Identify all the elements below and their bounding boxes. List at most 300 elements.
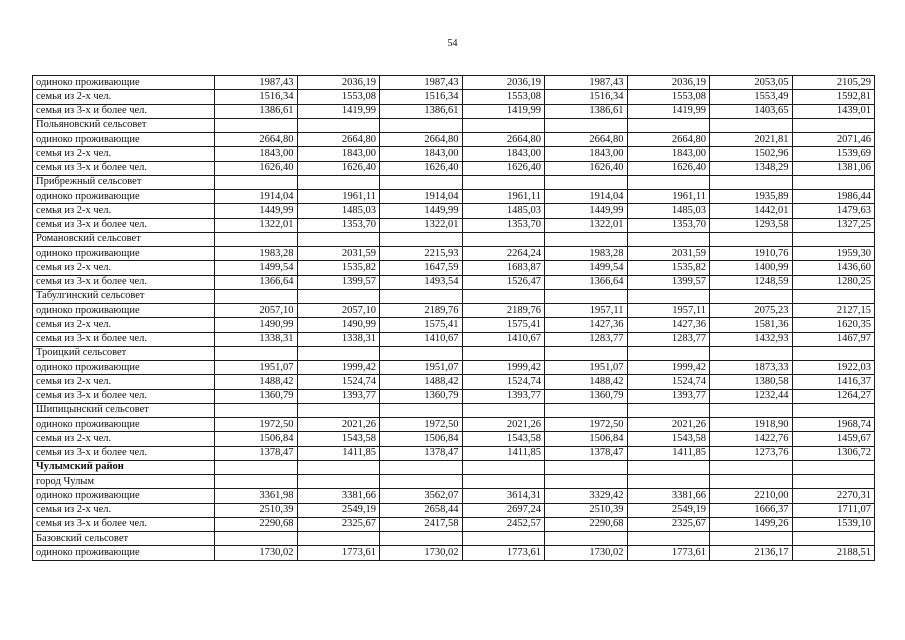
table-cell: [792, 346, 875, 360]
table-cell: 2510,39: [545, 503, 628, 517]
table-cell: 1999,42: [297, 361, 380, 375]
row-label: семья из 3-х и более чел.: [33, 161, 215, 175]
table-cell: 1983,28: [215, 247, 298, 261]
table-cell: [710, 475, 793, 489]
table-cell: 1248,59: [710, 275, 793, 289]
row-label: одиноко проживающие: [33, 546, 215, 560]
table-cell: 1553,08: [627, 90, 710, 104]
table-cell: 2664,80: [462, 133, 545, 147]
table-cell: 1306,72: [792, 446, 875, 460]
table-cell: [792, 289, 875, 303]
table-cell: [380, 232, 463, 246]
table-cell: 3361,98: [215, 489, 298, 503]
table-row: [33, 361, 875, 375]
table-cell: 2189,76: [462, 304, 545, 318]
section-header-row: [33, 289, 875, 303]
row-label: семья из 2-х чел.: [33, 503, 215, 517]
table-cell: 2549,19: [297, 503, 380, 517]
table-cell: 1711,07: [792, 503, 875, 517]
row-label: одиноко проживающие: [33, 190, 215, 204]
section-title: Польяновский сельсовет: [33, 118, 215, 132]
table-cell: 1524,74: [297, 375, 380, 389]
table-cell: 1581,36: [710, 318, 793, 332]
table-cell: 1422,76: [710, 432, 793, 446]
table-row: [33, 375, 875, 389]
table-cell: [462, 403, 545, 417]
table-cell: [792, 118, 875, 132]
page-number: 54: [447, 38, 458, 49]
table-cell: 1516,34: [215, 90, 298, 104]
row-label: одиноко проживающие: [33, 418, 215, 432]
table-cell: [462, 475, 545, 489]
table-cell: 1543,58: [297, 432, 380, 446]
table-cell: [297, 175, 380, 189]
table-cell: 1843,00: [380, 147, 463, 161]
table-cell: 1386,61: [545, 104, 628, 118]
table-cell: 1626,40: [627, 161, 710, 175]
table-cell: [627, 118, 710, 132]
table-cell: 1843,00: [215, 147, 298, 161]
table-cell: 1843,00: [462, 147, 545, 161]
table-cell: 1626,40: [297, 161, 380, 175]
table-cell: [297, 289, 380, 303]
row-label: семья из 3-х и более чел.: [33, 517, 215, 531]
table-cell: [297, 232, 380, 246]
table-row: [33, 104, 875, 118]
table-row: [33, 133, 875, 147]
table-cell: 1366,64: [545, 275, 628, 289]
table-cell: 1957,11: [627, 304, 710, 318]
row-label: семья из 3-х и более чел.: [33, 389, 215, 403]
table-cell: 1403,65: [710, 104, 793, 118]
table-cell: 1620,35: [792, 318, 875, 332]
table-cell: 2105,29: [792, 76, 875, 90]
table-cell: 1592,81: [792, 90, 875, 104]
section-header-row: [33, 118, 875, 132]
table-row: [33, 76, 875, 90]
table-cell: 1524,74: [627, 375, 710, 389]
table-cell: 1360,79: [215, 389, 298, 403]
table-cell: 1283,77: [545, 332, 628, 346]
table-cell: [215, 175, 298, 189]
table-cell: 1293,58: [710, 218, 793, 232]
table-cell: [545, 532, 628, 546]
table-cell: 1386,61: [380, 104, 463, 118]
table-cell: 2658,44: [380, 503, 463, 517]
table-cell: [710, 460, 793, 474]
table-cell: [792, 175, 875, 189]
table-cell: 1427,36: [627, 318, 710, 332]
table-cell: 1232,44: [710, 389, 793, 403]
table-cell: 1442,01: [710, 204, 793, 218]
table-cell: 1626,40: [380, 161, 463, 175]
table-row: [33, 161, 875, 175]
table-cell: 1539,10: [792, 517, 875, 531]
table-cell: 1322,01: [380, 218, 463, 232]
table-row: [33, 318, 875, 332]
table-cell: 2021,26: [297, 418, 380, 432]
table-cell: 1914,04: [545, 190, 628, 204]
table-cell: 2270,31: [792, 489, 875, 503]
table-cell: 1524,74: [462, 375, 545, 389]
table-cell: [545, 475, 628, 489]
table-cell: 1516,34: [545, 90, 628, 104]
table-row: [33, 90, 875, 104]
table-cell: 2036,19: [297, 76, 380, 90]
row-label: семья из 3-х и более чел.: [33, 104, 215, 118]
table-cell: [380, 532, 463, 546]
table-cell: 1918,90: [710, 418, 793, 432]
table-cell: 1419,99: [297, 104, 380, 118]
table-cell: 1499,26: [710, 517, 793, 531]
table-cell: [627, 232, 710, 246]
section-title: город Чулым: [33, 475, 215, 489]
table-cell: [215, 460, 298, 474]
row-label: одиноко проживающие: [33, 247, 215, 261]
row-label: одиноко проживающие: [33, 489, 215, 503]
table-cell: 1381,06: [792, 161, 875, 175]
table-cell: [710, 175, 793, 189]
table-row: [33, 432, 875, 446]
table-row: [33, 218, 875, 232]
table-cell: 2417,58: [380, 517, 463, 531]
row-label: семья из 2-х чел.: [33, 204, 215, 218]
table-cell: 1411,85: [627, 446, 710, 460]
row-label: семья из 2-х чел.: [33, 432, 215, 446]
table-cell: [380, 346, 463, 360]
table-cell: 1730,02: [380, 546, 463, 560]
row-label: семья из 3-х и более чел.: [33, 275, 215, 289]
table-cell: 1410,67: [462, 332, 545, 346]
section-header-row: [33, 232, 875, 246]
table-cell: 1399,57: [627, 275, 710, 289]
table-cell: 1626,40: [215, 161, 298, 175]
table-row: [33, 304, 875, 318]
table-cell: 1951,07: [380, 361, 463, 375]
table-cell: 1968,74: [792, 418, 875, 432]
table-cell: 1449,99: [215, 204, 298, 218]
table-cell: 1999,42: [627, 361, 710, 375]
table-cell: [545, 346, 628, 360]
table-cell: 1535,82: [297, 261, 380, 275]
table-cell: 1843,00: [545, 147, 628, 161]
section-title: Романовский сельсовет: [33, 232, 215, 246]
table-cell: 2264,24: [462, 247, 545, 261]
table-cell: 1449,99: [545, 204, 628, 218]
table-cell: 1322,01: [215, 218, 298, 232]
table-cell: 1543,58: [627, 432, 710, 446]
table-cell: 2127,15: [792, 304, 875, 318]
table-cell: 1959,30: [792, 247, 875, 261]
table-cell: [710, 532, 793, 546]
table-cell: [627, 403, 710, 417]
table-row: [33, 446, 875, 460]
table-cell: 2036,19: [627, 76, 710, 90]
table-cell: 1419,99: [462, 104, 545, 118]
table-cell: 1575,41: [462, 318, 545, 332]
table-cell: 1999,42: [462, 361, 545, 375]
table-cell: [545, 118, 628, 132]
table-cell: 2057,10: [215, 304, 298, 318]
table-cell: 1338,31: [215, 332, 298, 346]
table-cell: 1972,50: [215, 418, 298, 432]
section-header-row: [33, 403, 875, 417]
table-row: [33, 247, 875, 261]
table-cell: [215, 475, 298, 489]
table-cell: 1843,00: [297, 147, 380, 161]
table-cell: 1378,47: [545, 446, 628, 460]
table-cell: 1961,11: [627, 190, 710, 204]
table-cell: 1485,03: [627, 204, 710, 218]
region-title: Чулымский район: [33, 460, 215, 474]
row-label: одиноко проживающие: [33, 304, 215, 318]
table-cell: 1951,07: [545, 361, 628, 375]
table-cell: [462, 532, 545, 546]
table-cell: 1353,70: [627, 218, 710, 232]
table-cell: [627, 532, 710, 546]
table-cell: [380, 475, 463, 489]
section-header-row: [33, 346, 875, 360]
row-label: одиноко проживающие: [33, 133, 215, 147]
table-cell: [627, 175, 710, 189]
table-cell: 1490,99: [215, 318, 298, 332]
table-cell: [710, 232, 793, 246]
table-cell: 2664,80: [545, 133, 628, 147]
table-cell: [792, 475, 875, 489]
table-cell: 2057,10: [297, 304, 380, 318]
table-cell: 1773,61: [297, 546, 380, 560]
table-cell: [215, 346, 298, 360]
table-cell: 2215,93: [380, 247, 463, 261]
table-cell: 2036,19: [462, 76, 545, 90]
row-label: семья из 2-х чел.: [33, 261, 215, 275]
table-row: [33, 147, 875, 161]
section-title: Базовский сельсовет: [33, 532, 215, 546]
table-cell: [462, 289, 545, 303]
table-row: [33, 204, 875, 218]
table-cell: 1410,67: [380, 332, 463, 346]
table-cell: [792, 403, 875, 417]
table-cell: 1983,28: [545, 247, 628, 261]
region-header-row: [33, 460, 875, 474]
table-cell: 1432,93: [710, 332, 793, 346]
table-cell: 2664,80: [627, 133, 710, 147]
table-cell: 1399,57: [297, 275, 380, 289]
table-cell: 1951,07: [215, 361, 298, 375]
table-cell: 1730,02: [215, 546, 298, 560]
table-row: [33, 389, 875, 403]
table-cell: 1488,42: [545, 375, 628, 389]
table-cell: 3381,66: [297, 489, 380, 503]
table-cell: 1987,43: [545, 76, 628, 90]
table-cell: [380, 118, 463, 132]
tariff-table: [32, 75, 875, 561]
table-cell: 2697,24: [462, 503, 545, 517]
table-cell: 1502,96: [710, 147, 793, 161]
table-cell: 1539,69: [792, 147, 875, 161]
row-label: одиноко проживающие: [33, 76, 215, 90]
table-cell: [462, 460, 545, 474]
table-cell: [380, 175, 463, 189]
table-cell: 1488,42: [215, 375, 298, 389]
table-cell: 1910,76: [710, 247, 793, 261]
table-cell: 2549,19: [627, 503, 710, 517]
table-cell: [380, 289, 463, 303]
table-cell: 2021,81: [710, 133, 793, 147]
table-cell: 1506,84: [545, 432, 628, 446]
table-cell: 1380,58: [710, 375, 793, 389]
table-cell: 1449,99: [380, 204, 463, 218]
table-cell: [710, 403, 793, 417]
table-cell: 2452,57: [462, 517, 545, 531]
row-label: семья из 2-х чел.: [33, 147, 215, 161]
row-label: семья из 2-х чел.: [33, 375, 215, 389]
table-row: [33, 418, 875, 432]
table-cell: 1493,54: [380, 275, 463, 289]
table-cell: [462, 118, 545, 132]
table-row: [33, 546, 875, 560]
table-cell: 1479,63: [792, 204, 875, 218]
table-cell: 1459,67: [792, 432, 875, 446]
table-row: [33, 332, 875, 346]
table-cell: 1485,03: [297, 204, 380, 218]
table-cell: 2188,51: [792, 546, 875, 560]
section-header-row: [33, 532, 875, 546]
table-cell: 2189,76: [380, 304, 463, 318]
table-cell: 1553,49: [710, 90, 793, 104]
table-cell: 2136,17: [710, 546, 793, 560]
table-cell: 1400,99: [710, 261, 793, 275]
table-cell: 1957,11: [545, 304, 628, 318]
table-cell: [215, 118, 298, 132]
row-label: семья из 2-х чел.: [33, 90, 215, 104]
table-cell: [380, 460, 463, 474]
row-label: семья из 3-х и более чел.: [33, 446, 215, 460]
table-cell: 2290,68: [545, 517, 628, 531]
table-cell: 1516,34: [380, 90, 463, 104]
table-cell: 1366,64: [215, 275, 298, 289]
table-cell: 1543,58: [462, 432, 545, 446]
table-cell: 1393,77: [297, 389, 380, 403]
section-header-row: [33, 175, 875, 189]
table-cell: 1353,70: [462, 218, 545, 232]
table-cell: 1626,40: [545, 161, 628, 175]
table-cell: 1427,36: [545, 318, 628, 332]
table-cell: [710, 346, 793, 360]
table-cell: 1972,50: [545, 418, 628, 432]
table-cell: 1488,42: [380, 375, 463, 389]
table-row: [33, 489, 875, 503]
table-cell: 1987,43: [215, 76, 298, 90]
table-row: [33, 261, 875, 275]
table-cell: 3562,07: [380, 489, 463, 503]
row-label: семья из 2-х чел.: [33, 318, 215, 332]
table-row: [33, 503, 875, 517]
section-title: Прибрежный сельсовет: [33, 175, 215, 189]
table-cell: 1499,54: [215, 261, 298, 275]
table-cell: 2664,80: [380, 133, 463, 147]
table-cell: 1264,27: [792, 389, 875, 403]
table-row: [33, 190, 875, 204]
table-cell: 1526,47: [462, 275, 545, 289]
table-cell: 1553,08: [462, 90, 545, 104]
table-cell: 1987,43: [380, 76, 463, 90]
table-cell: 1914,04: [215, 190, 298, 204]
table-cell: [297, 475, 380, 489]
table-cell: [297, 532, 380, 546]
section-title: Шипицынский сельсовет: [33, 403, 215, 417]
table-cell: 1490,99: [297, 318, 380, 332]
table-cell: 1499,54: [545, 261, 628, 275]
table-cell: 2664,80: [215, 133, 298, 147]
table-cell: 1730,02: [545, 546, 628, 560]
table-cell: 2510,39: [215, 503, 298, 517]
table-cell: [627, 346, 710, 360]
table-cell: 1338,31: [297, 332, 380, 346]
table-cell: [792, 460, 875, 474]
table-cell: 1535,82: [627, 261, 710, 275]
table-cell: 1773,61: [627, 546, 710, 560]
table-cell: 3329,42: [545, 489, 628, 503]
table-cell: 2664,80: [297, 133, 380, 147]
table-cell: [545, 175, 628, 189]
table-cell: 1506,84: [215, 432, 298, 446]
table-cell: 1986,44: [792, 190, 875, 204]
table-cell: [215, 289, 298, 303]
table-cell: 1360,79: [545, 389, 628, 403]
table-cell: 1683,87: [462, 261, 545, 275]
table-cell: 1485,03: [462, 204, 545, 218]
table-cell: 2210,00: [710, 489, 793, 503]
table-cell: 1626,40: [462, 161, 545, 175]
table-cell: 1411,85: [462, 446, 545, 460]
table-cell: 1348,29: [710, 161, 793, 175]
table-cell: 2075,23: [710, 304, 793, 318]
table-cell: 1506,84: [380, 432, 463, 446]
table-cell: [792, 232, 875, 246]
table-cell: 1386,61: [215, 104, 298, 118]
table-cell: [545, 460, 628, 474]
table-cell: [462, 346, 545, 360]
table-cell: 1961,11: [297, 190, 380, 204]
table-cell: [297, 460, 380, 474]
section-title: Табулгинский сельсовет: [33, 289, 215, 303]
table-cell: 1467,97: [792, 332, 875, 346]
table-cell: 2071,46: [792, 133, 875, 147]
table-cell: 1575,41: [380, 318, 463, 332]
table-cell: 2053,05: [710, 76, 793, 90]
section-header-row: [33, 475, 875, 489]
table-cell: 1411,85: [297, 446, 380, 460]
table-cell: [545, 232, 628, 246]
table-cell: 3381,66: [627, 489, 710, 503]
table-cell: 2021,26: [627, 418, 710, 432]
tariff-table-body: [33, 76, 875, 561]
table-cell: 1378,47: [215, 446, 298, 460]
table-cell: 1393,77: [462, 389, 545, 403]
table-cell: [710, 289, 793, 303]
table-cell: [380, 403, 463, 417]
section-title: Троицкий сельсовет: [33, 346, 215, 360]
table-cell: [215, 232, 298, 246]
table-cell: 1553,08: [297, 90, 380, 104]
table-cell: [710, 118, 793, 132]
table-cell: 1914,04: [380, 190, 463, 204]
table-cell: 1378,47: [380, 446, 463, 460]
table-cell: 2031,59: [627, 247, 710, 261]
table-cell: [297, 403, 380, 417]
table-cell: 1843,00: [627, 147, 710, 161]
